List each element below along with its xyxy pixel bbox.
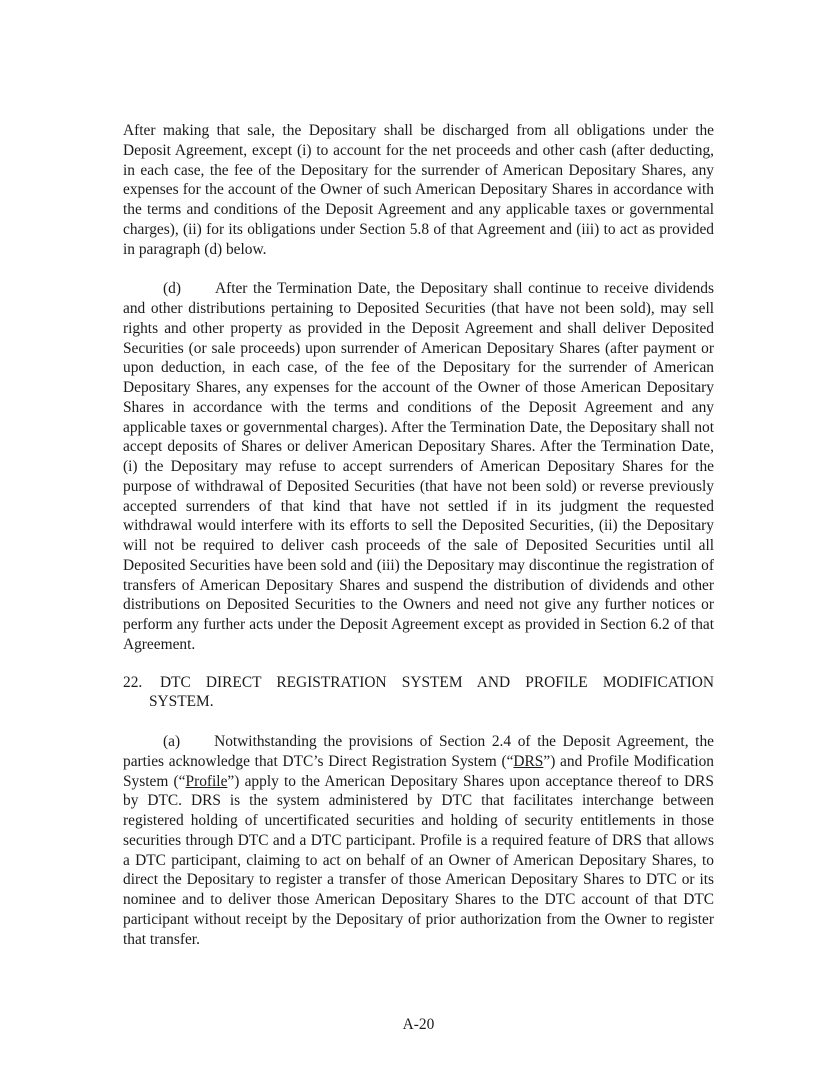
paragraph-d-termination <box>123 279 714 654</box>
paragraph-sale-discharge: After making that sale, the Depositary shall be discharged from all obligations under the Deposit Agreement, except (i) to account for the net proceeds and other cash (after deducting, in each case, the fee of the Depositary for the surrender of American Depositary Shares, any expenses for the account of the Owner of such American Depositary Shares in accordance with the terms and conditions of the Deposit Agreement and any applicable taxes or governmental charges), (ii) for its obligations under Section 5.8 of that Agreement and (iii) to act as provided in paragraph (d) below. <box>123 122 714 258</box>
page-number: A-20 <box>402 1016 435 1033</box>
section-title-line-1: DTC DIRECT REGISTRATION SYSTEM AND PROFILE MODIFICATION <box>160 673 714 691</box>
section-22-heading <box>123 673 714 713</box>
paragraph-d-label: (d) <box>163 280 181 298</box>
paragraph-d-text: After the Termination Date, the Depositary shall continue to receive dividends and other distributions pertaining to Deposited Securities (that have not been sold), may sell rights and other property as provided in the Deposit Agreement and shall deliver Deposited Securities (or sale proceeds) upon surrender of American Depositary Shares (after payment or upon deduction, in each case, of the fee of the Depositary for the surrender of American Depositary Shares, any expenses for the account of the Owner of those American Depositary Shares in accordance with the terms and conditions of the Deposit Agreement and any applicable taxes or governmental charges). After the Termination Date, the Depositary shall not accept deposits of Shares or deliver American Depositary Shares. After the Termination Date, (i) the Depositary may refuse to accept surrenders of American Depositary Shares for the purpose of withdrawal of Deposited Securities (that have not been sold) or reverse previously accepted surrenders of that kind that have not settled if in its judgment the requested withdrawal would interfere with its efforts to sell the Deposited Securities, (ii) the Depositary will not be required to deliver cash proceeds of the sale of Deposited Securities until all Deposited Securities have been sold and (iii) the Depositary may discontinue the registration of transfers of American Depositary Shares and suspend the distribution of dividends and other distributions on Deposited Securities to the Owners and need not give any further notices or perform any further acts under the Deposit Agreement except as provided in Section 6.2 of that Agreement. <box>123 280 714 653</box>
paragraph-a-text-1: Notwithstanding the provisions of Section 2.4 of the Deposit Agreement, the parties acknowledge that DTC’s Direct Registration System (“ <box>123 733 714 770</box>
paragraph-a-text-3: ”) apply to the American Depositary Shares upon acceptance thereof to DRS by DTC. DRS is the system administered by DTC that facilitates interchange between registered holding of uncertificated securities and holding of security entitlements in those securities through DTC and a DTC participant. Profile is a required feature of DRS that allows a DTC participant, claiming to act on behalf of an Owner of American Depositary Shares, to direct the Depositary to register a transfer of those American Depositary Shares to DTC or its nominee and to deliver those American Depositary Shares to the DTC account of that DTC participant without receipt by the Depositary of prior authorization from the Owner to register that transfer. <box>123 772 714 948</box>
paragraph-a-drs-profile <box>123 732 714 949</box>
document-body <box>123 121 714 949</box>
paragraph-a-text-2: ”) and Profile Modification System (“ <box>123 752 714 790</box>
defined-term-profile: Profile <box>185 772 228 790</box>
defined-term-drs: DRS <box>513 752 544 770</box>
paragraph-a-label: (a) <box>163 733 181 750</box>
section-number: 22. <box>123 673 143 691</box>
section-title <box>149 673 714 713</box>
section-title-line-2: SYSTEM. <box>149 693 214 711</box>
